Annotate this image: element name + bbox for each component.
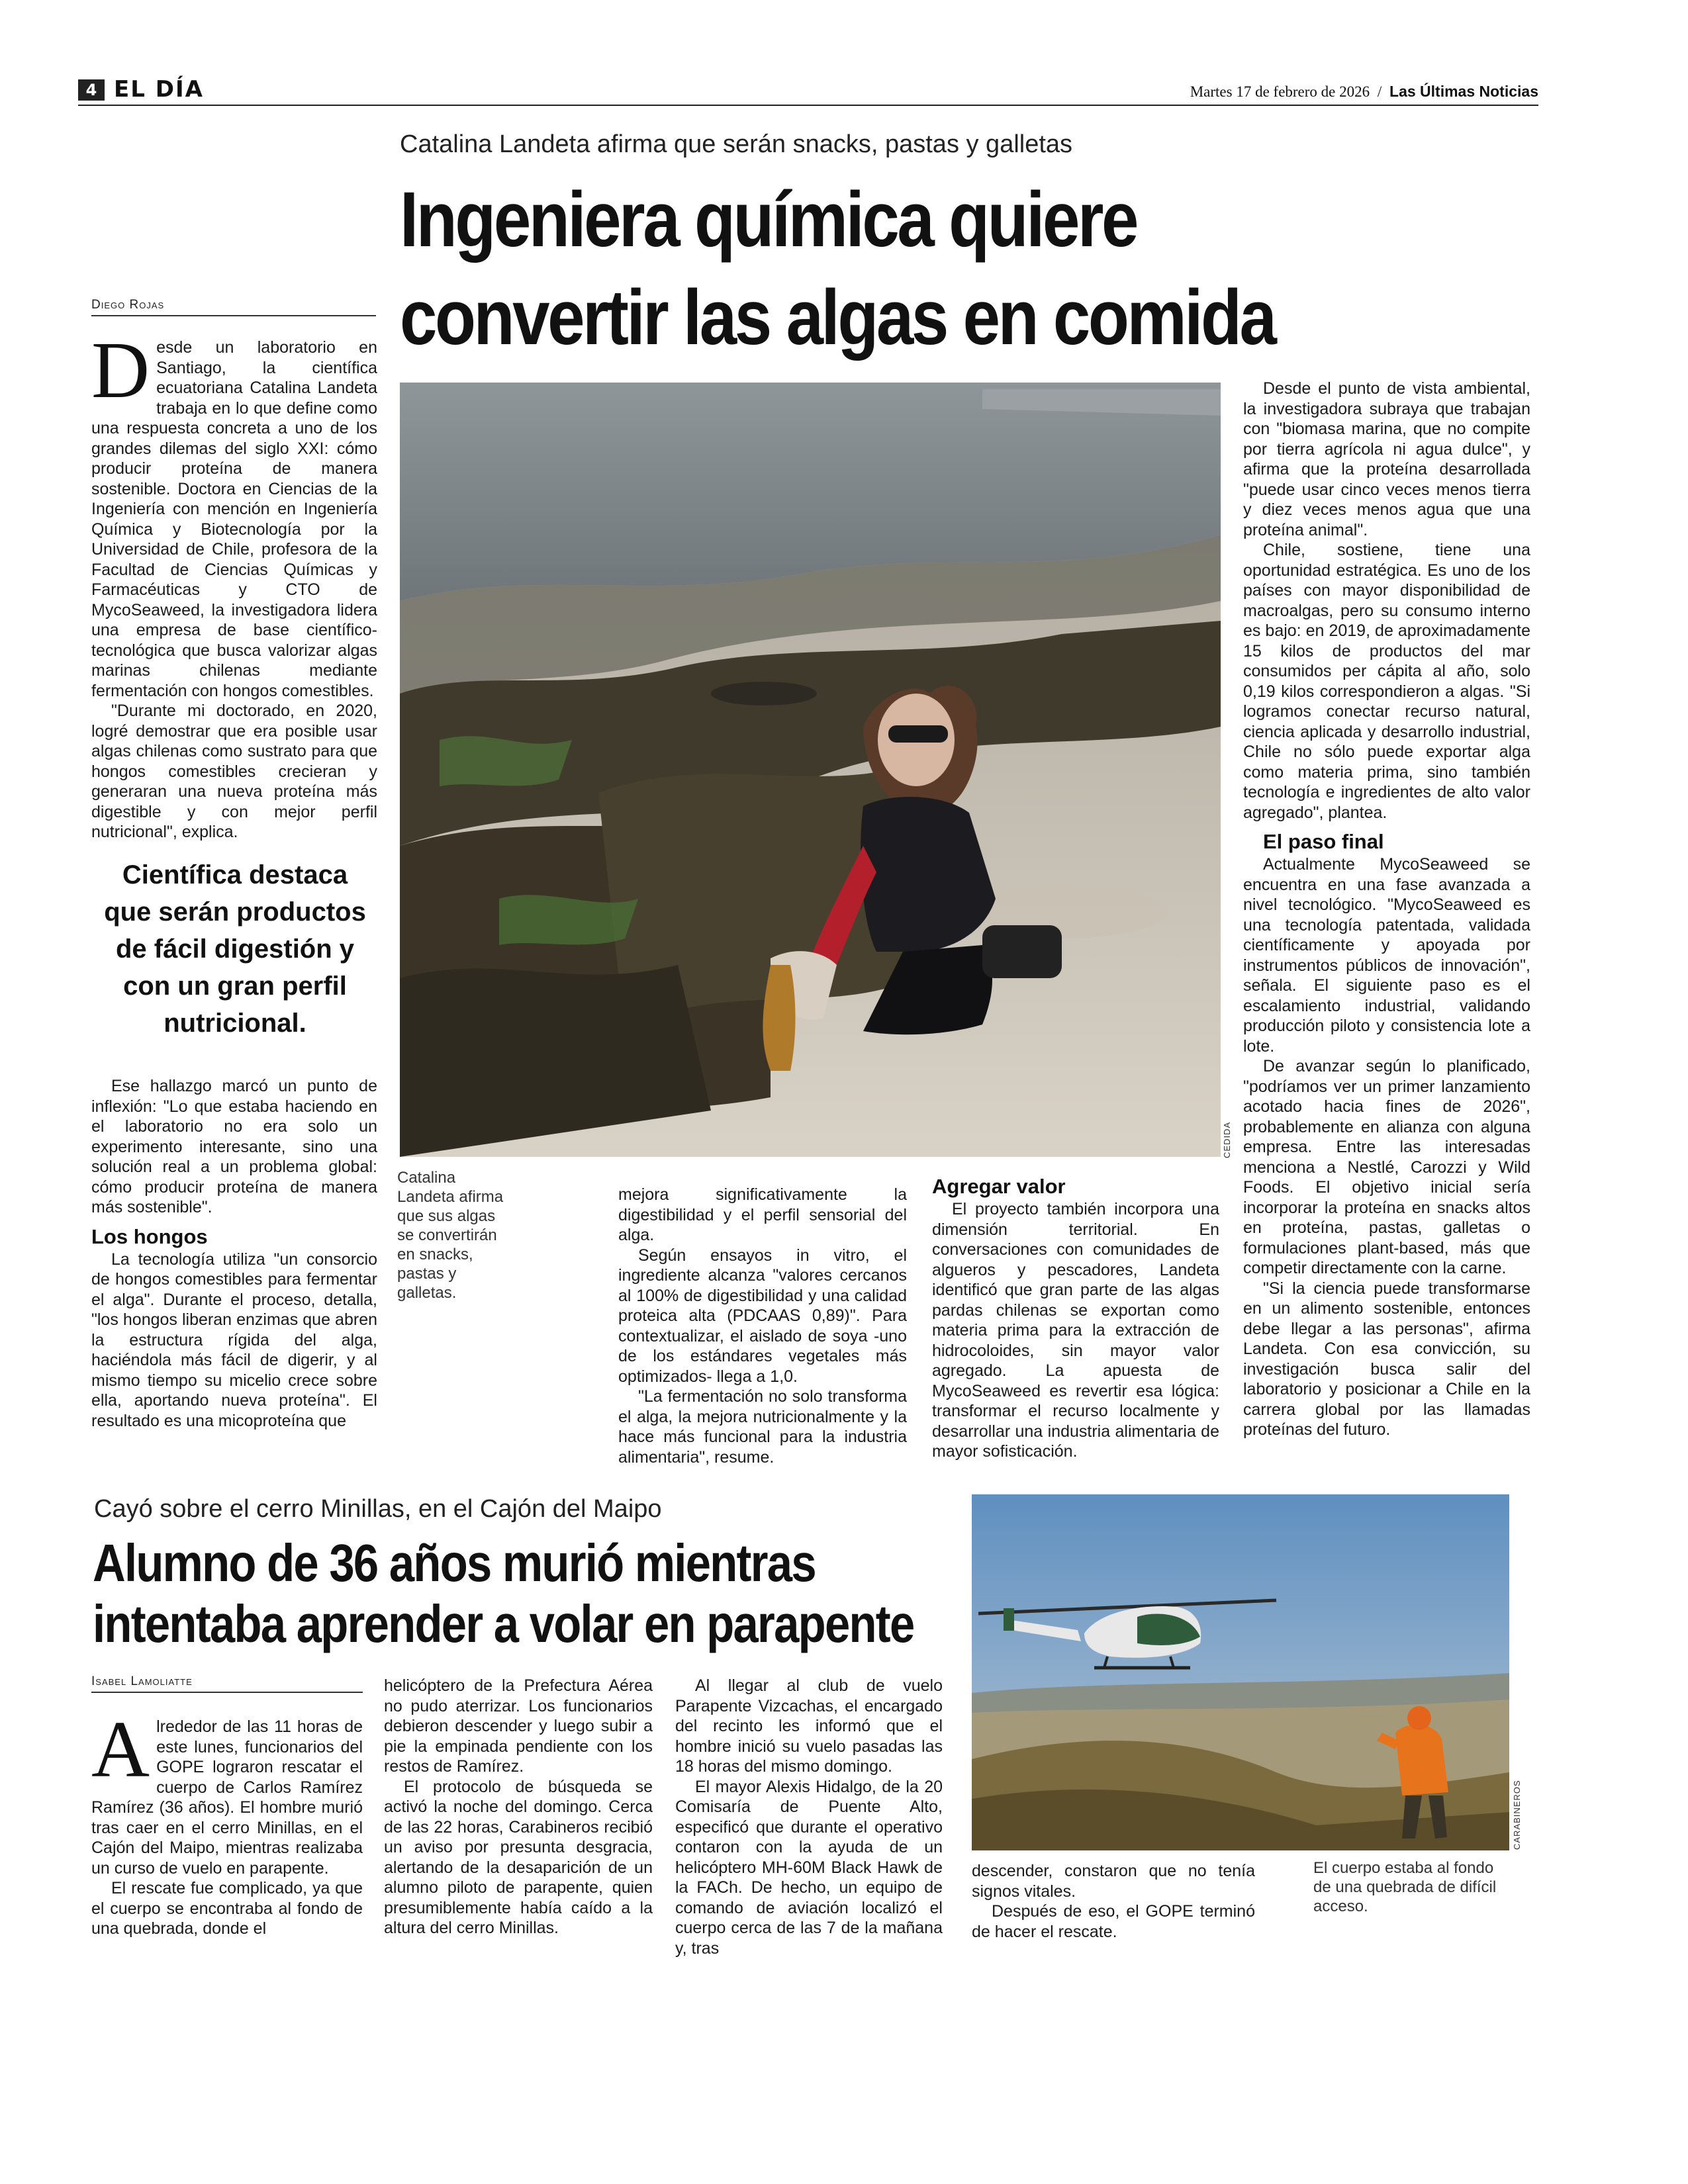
article1-headline — [400, 171, 1379, 367]
article1-paragraph: Según ensayos in vitro, el ingrediente alcanza "valores cercanos al 100% de digestibilidad y una calidad proteica alta (PDCAAS 0,89)". Para contextualizar, el aislado de soya -uno de los estándares vegetales más optimizados- llega a 1,0. — [618, 1246, 907, 1386]
article1-photo-caption: Catalina Landeta afirma que sus algas se convertirán en snacks, pastas y galletas. — [397, 1169, 504, 1302]
article2-paragraph: lrededor de las 11 horas de este lunes, funcionarios del GOPE lograron rescatar el cuerpo de Carlos Ramírez Ramírez (36 años). El hombre murió tras caer en el cerro Minillas, en el Cajón del Maipo, mientras realizaba un curso de vuelo en parapente. — [91, 1717, 363, 1878]
article2-column4 — [972, 1861, 1255, 1942]
dropcap: D — [91, 326, 150, 415]
pull-quote: Científica destaca que serán productos de fácil digestión y con un gran perfil nutricional. — [104, 860, 366, 1038]
article1-column4 — [1243, 379, 1530, 1440]
section-title: EL DÍA — [114, 76, 204, 103]
article1-column3 — [932, 1175, 1219, 1462]
article2-column1 — [91, 1705, 363, 1939]
article2-paragraph: El protocolo de búsqueda se activó la noche del domingo. Cerca de las 22 horas, Carabineros recibió un aviso por presunta desgracia, alertando de la desaparición de un alumno piloto de parapente, quien presumiblemente había caído a la altura del cerro Minillas. — [384, 1777, 653, 1937]
article2-paragraph: descender, constaron que no tenía signos vitales. — [972, 1862, 1255, 1901]
article1-paragraph: Actualmente MycoSeaweed se encuentra en una fase avanzada a nivel tecnológico. "MycoSeaweed es una tecnología patentada, validada científicamente y apoyada por instrumentos públicos de innovación", señala. El siguiente paso es el escalamiento industrial, validando producción piloto y consistencia lote a lote. — [1243, 855, 1530, 1056]
dropcap: A — [91, 1705, 150, 1794]
article1-paragraph: "La fermentación no solo transforma el alga, la mejora nutricionalmente y la hace más funcional para la industria alimentaria", resume. — [618, 1387, 907, 1467]
article2-photo-credit: CARABINEROS — [1512, 1780, 1522, 1850]
helicopter-rescue-photo — [972, 1494, 1509, 1850]
article1-paragraph: "Durante mi doctorado, en 2020, logré demostrar que era posible usar algas chilenas como sustrato para que hongos comestibles crecieran y generaran una nueva proteína más digestible y con mejor perfil nutricional", explica. — [91, 702, 377, 841]
article1-column2 — [618, 1185, 907, 1467]
article1-column1-top — [91, 326, 377, 842]
article2-column2 — [384, 1676, 653, 1938]
publication-name: Las Últimas Noticias — [1389, 83, 1538, 100]
article2-photo-caption: El cuerpo estaba al fondo de una quebrada de difícil acceso. — [1313, 1859, 1497, 1915]
article1-byline: Diego Rojas — [91, 298, 376, 316]
article2-paragraph: Al llegar al club de vuelo Parapente Vizcachas, el encargado del recinto les informó que el hombre inició su vuelo pasadas las 18 horas del mismo domingo. — [675, 1676, 943, 1776]
article1-headline-line2: convertir las algas en comida — [400, 274, 1275, 361]
article2-headline — [93, 1533, 914, 1655]
article2-paragraph: helicóptero de la Prefectura Aérea no pudo aterrizar. Los funcionarios debieron descender y luego subir a pie la empinada pendiente con los restos de Ramírez. — [384, 1676, 653, 1776]
issue-date: Martes 17 de febrero de 2026 — [1190, 83, 1370, 100]
article2-paragraph: El mayor Alexis Hidalgo, de la 20 Comisaría de Puente Alto, especificó que durante el operativo contaron con la ayuda de un helicóptero MH-60M Black Hawk de la FACh. De hecho, un equipo de comando de aviación localizó el cuerpo cerca de las 7 de la mañana y, tras — [675, 1777, 943, 1958]
article1-paragraph: Ese hallazgo marcó un punto de inflexión: "Lo que estaba haciendo en el laboratorio no era solo un experimento interesante, sino una solución real a un problema global: cómo producir proteína de manera más sostenible". — [91, 1077, 377, 1216]
article1-paragraph: esde un laboratorio en Santiago, la científica ecuatoriana Catalina Landeta trabaja en lo que define como una respuesta concreta a uno de los grandes dilemas del siglo XXI: cómo producir proteína de manera sostenible. Doctora en Ciencias de la Ingeniería con mención en Ingeniería Química y Biotecnología por la Universidad de Chile, profesora de la Facultad de Ciencias Químicas y Farmacéuticas y CTO de MycoSeaweed, la investigadora lidera una empresa de base científico-tecnológica que busca valorizar algas marinas chilenas mediante fermentación con hongos comestibles. — [91, 338, 377, 700]
subhead-hongos: Los hongos — [91, 1224, 208, 1248]
page-header — [78, 78, 1538, 106]
article1-paragraph: Chile, sostiene, tiene una oportunidad estratégica. Es uno de los países con mayor disponibilidad de macroalgas, pero su consumo interno es bajo: en 2019, de aproximadamente 15 kilos de productos del mar consumidos per cápita al año, solo 0,19 kilos correspondieron a algas. "Si logramos conectar recurso natural, ciencia aplicada y desarrollo industrial, Chile no sólo puede exportar alga como materia prima, sino también tecnología e ingredientes de alto valor agregado", plantea. — [1243, 541, 1530, 822]
article2-byline: Isabel Lamoliatte — [91, 1674, 363, 1693]
article2-headline-line2: intentaba aprender a volar en parapente — [93, 1594, 914, 1653]
article2-paragraph: Después de eso, el GOPE terminó de hacer el rescate. — [972, 1902, 1255, 1941]
article1-paragraph: El proyecto también incorpora una dimensión territorial. En conversaciones con comunidades de algueros y pescadores, Landeta identificó que gran parte de las algas pardas chilenas se exportan como materia prima para la extracción de hidrocoloides, sin mayor valor agregado. La apuesta de MycoSeaweed es revertir esa lógica: transformar el recurso localmente y desarrollar una industria alimentaria de mayor sofisticación. — [932, 1200, 1219, 1461]
article1-paragraph: De avanzar según lo planificado, "podríamos ver un primer lanzamiento acotado hacia fines de 2026", probablemente en alianza con alguna empresa. Entre las interesadas menciona a Nestlé, Carozzi y Wild Foods. El objetivo inicial sería incorporar la proteína en snacks altos en proteína, pastas, galletas o formulaciones plant-based, más que competir directamente con la carne. — [1243, 1057, 1530, 1277]
article1-headline-line1: Ingeniera química quiere — [400, 176, 1137, 263]
article2-column3 — [675, 1676, 943, 1958]
header-separator: / — [1377, 83, 1382, 100]
page-number: 4 — [78, 79, 105, 101]
article1-paragraph: La tecnología utiliza "un consorcio de hongos comestibles para fermentar el alga". Durante el proceso, detalla, "los hongos liberan enzimas que abren la estructura rígida del alga, haciéndola más fácil de digerir, y al mismo tiempo su micelio crece sobre ella, aportando nueva proteína". El resultado es una micoproteína que — [91, 1250, 377, 1430]
article2-headline-line1: Alumno de 36 años murió mientras — [93, 1533, 816, 1592]
beach-seaweed-photo — [400, 383, 1221, 1157]
article1-paragraph: mejora significativamente la digestibilidad y el perfil sensorial del alga. — [618, 1185, 907, 1244]
article1-photo-credit: CEDIDA — [1222, 1121, 1232, 1158]
article1-column1-bottom — [91, 1076, 377, 1431]
header-right — [1190, 82, 1538, 101]
article1-paragraph: Desde el punto de vista ambiental, la investigadora subraya que trabajan con "biomasa marina, que no compite por tierra agrícola ni agua dulce", y afirma que la proteína desarrollada "puede usar cinco veces menos tierra y diez veces menos agua que una proteína animal". — [1243, 379, 1530, 539]
article2-photo — [972, 1494, 1509, 1850]
article1-photo — [400, 383, 1221, 1157]
subhead-paso-final: El paso final — [1263, 830, 1384, 853]
article2-paragraph: El rescate fue complicado, ya que el cuerpo se encontraba al fondo de una quebrada, donde el — [91, 1879, 363, 1938]
subhead-agregar-valor: Agregar valor — [932, 1175, 1066, 1198]
article1-paragraph: "Si la ciencia puede transformarse en un alimento sostenible, entonces debe llegar a las personas", afirma Landeta. Con esa convicción, su investigación busca salir del laboratorio y posicionar a Chile en la carrera global por las llamadas proteínas del futuro. — [1243, 1279, 1530, 1439]
article1-kicker: Catalina Landeta afirma que serán snacks, pastas y galletas — [400, 130, 1073, 158]
article2-kicker: Cayó sobre el cerro Minillas, en el Cajón del Maipo — [94, 1495, 662, 1523]
